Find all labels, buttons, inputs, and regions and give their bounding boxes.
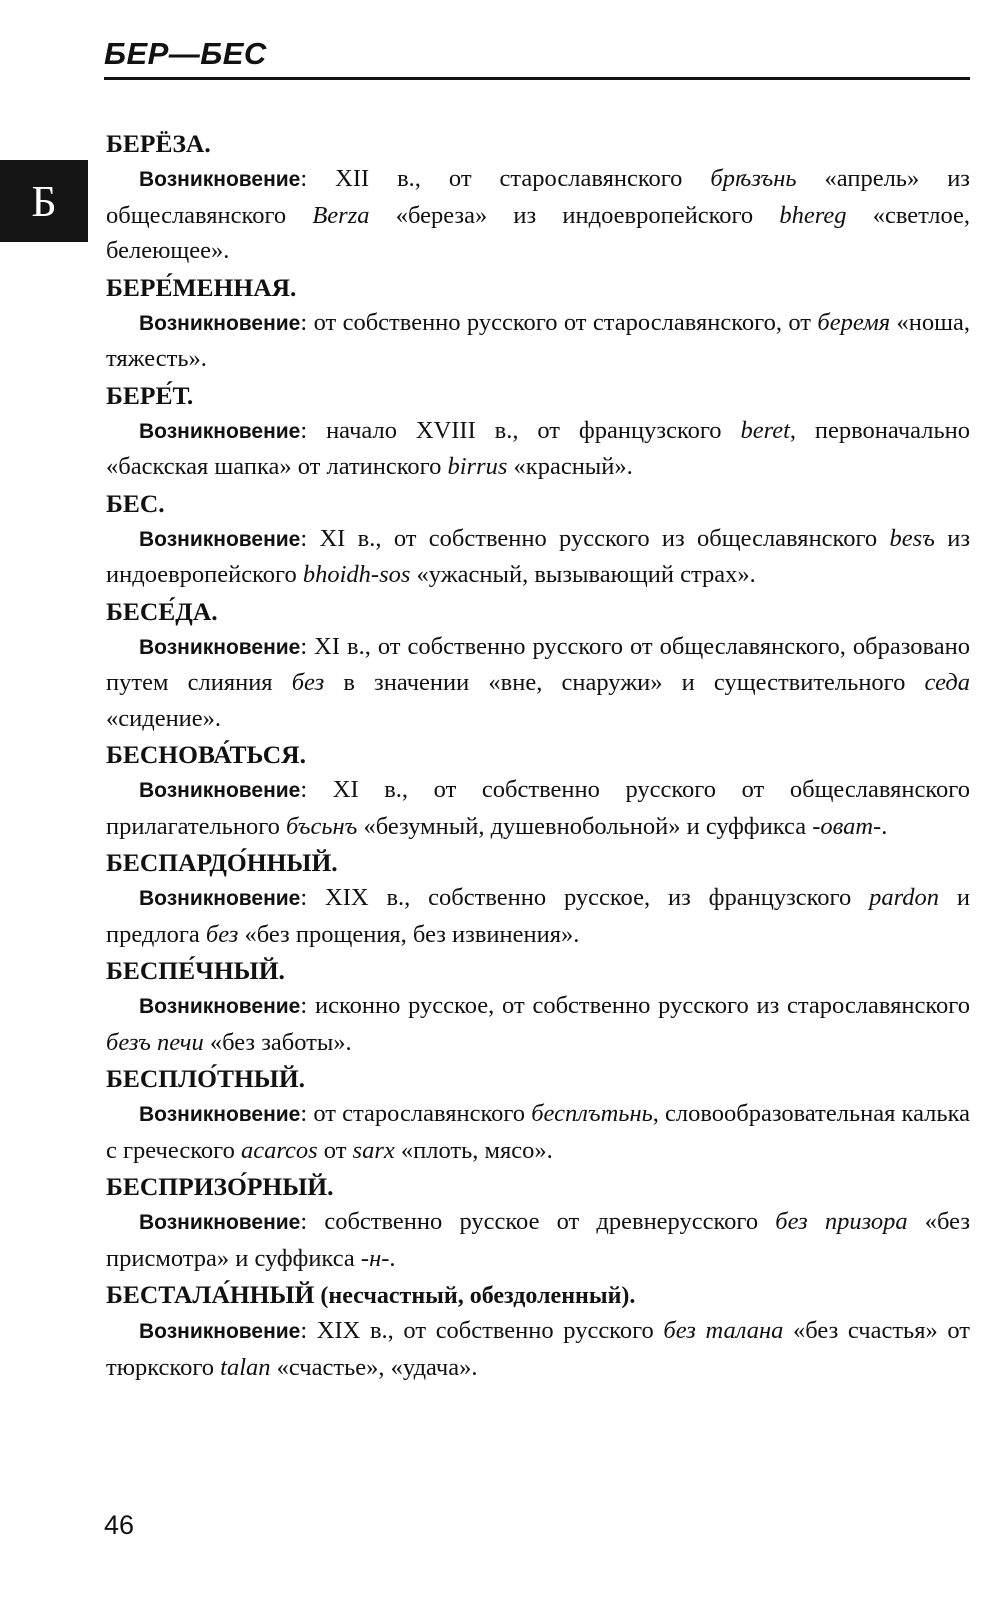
entry-headword: БЕСПЕ́ЧНЫЙ. <box>106 956 285 985</box>
entry-headword: БЕРЕ́МЕННАЯ. <box>106 272 297 302</box>
running-head: БЕР—БЕС <box>104 36 267 71</box>
header-rule <box>104 77 970 80</box>
entry-headword: БЕС. <box>106 488 165 518</box>
entry-body: Возникновение: XIX в., собственно русское, из французского pardon и предлога без «без прощения, без извинения». <box>106 884 970 948</box>
entry-body: Возникновение: XI в., от собственно русского от общеславянского, образовано путем слияния без в значении «вне, снаружи» и существительного седа «сидение». <box>106 632 970 732</box>
entry-label: Возникновение <box>139 995 301 1018</box>
entry-body: Возникновение: XII в., от старославянского брѣзънь «апрель» из общеславянского Berza «береза» из индоевропейского bhereg «светлое, белеющее». <box>106 165 970 264</box>
entry-label: Возникновение <box>139 311 301 335</box>
entry-headword: БЕСПРИЗО́РНЫЙ. <box>106 1172 334 1201</box>
entry-body: Возникновение: от старославянского бесплътьнь, словообразовательная калька с греческого acarcos от sarx «плоть, мясо». <box>106 1100 970 1164</box>
entry <box>106 846 970 952</box>
entry-body: Возникновение: собственно русское от древнерусского без призора «без присмотра» и суффикса -н-. <box>106 1208 971 1272</box>
entry <box>106 379 970 485</box>
entry-body: Возникновение: исконно русское, от собственно русского из старославянского безъ печи «без заботы». <box>106 992 970 1056</box>
entry-label: Возникновение <box>139 635 301 659</box>
entry-label: Возникновение <box>139 527 301 551</box>
entry-body: Возникновение: XI в., от собственно русского из общеславянского besъ из индоевропейского bhoidh-sos «ужасный, вызывающий страх». <box>106 524 970 588</box>
entry-label: Возникновение <box>139 168 301 191</box>
entry-headword: БЕСЕ́ДА. <box>106 596 218 626</box>
entry-headword: БЕСТАЛА́ННЫЙ (несчастный, обездоленный). <box>106 1280 636 1309</box>
dictionary-entries <box>106 125 970 1385</box>
entry <box>106 954 970 1060</box>
entry <box>106 487 970 593</box>
entry-headword: БЕСПЛО́ТНЫЙ. <box>106 1064 306 1093</box>
entry <box>106 738 970 844</box>
entry-label: Возникновение <box>139 1211 301 1234</box>
entry-body: Возникновение: от собственно русского от старославянского, от беремя «ноша, тяжесть». <box>106 308 970 372</box>
letter-tab: Б <box>0 160 88 242</box>
entry <box>106 127 970 269</box>
entry-headword: БЕСПАРДО́ННЫЙ. <box>106 848 338 877</box>
entry-label: Возникновение <box>139 1103 301 1126</box>
entry-label: Возникновение <box>139 1320 301 1343</box>
page-number: 46 <box>104 1510 135 1540</box>
entry-headword: БЕСНОВА́ТЬСЯ. <box>106 740 306 769</box>
entry-body: Возникновение: XI в., от собственно русского от общеславянского прилагательного бъсьнъ «безумный, душевнобольной» и суффикса -оват-. <box>106 776 970 840</box>
entry <box>106 1062 970 1168</box>
entry-label: Возникновение <box>139 779 301 802</box>
entry <box>106 595 970 737</box>
entry <box>106 271 970 377</box>
entry-headword: БЕРЁЗА. <box>106 129 211 158</box>
entry-label: Возникновение <box>139 887 301 910</box>
entry-body: Возникновение: начало XVIII в., от французского beret, первоначально «баскская шапка» от латинского birrus «красный». <box>106 416 970 480</box>
entry-label: Возникновение <box>139 419 301 443</box>
entry <box>106 1170 970 1276</box>
entry <box>106 1278 970 1385</box>
entry-headword: БЕРЕ́Т. <box>106 380 194 410</box>
headword-gloss: (несчастный, обездоленный). <box>314 1283 636 1309</box>
entry-body: Возникновение: XIX в., от собственно русского без талана «без счастья» от тюркского talan «счастье», «удача». <box>106 1317 970 1381</box>
